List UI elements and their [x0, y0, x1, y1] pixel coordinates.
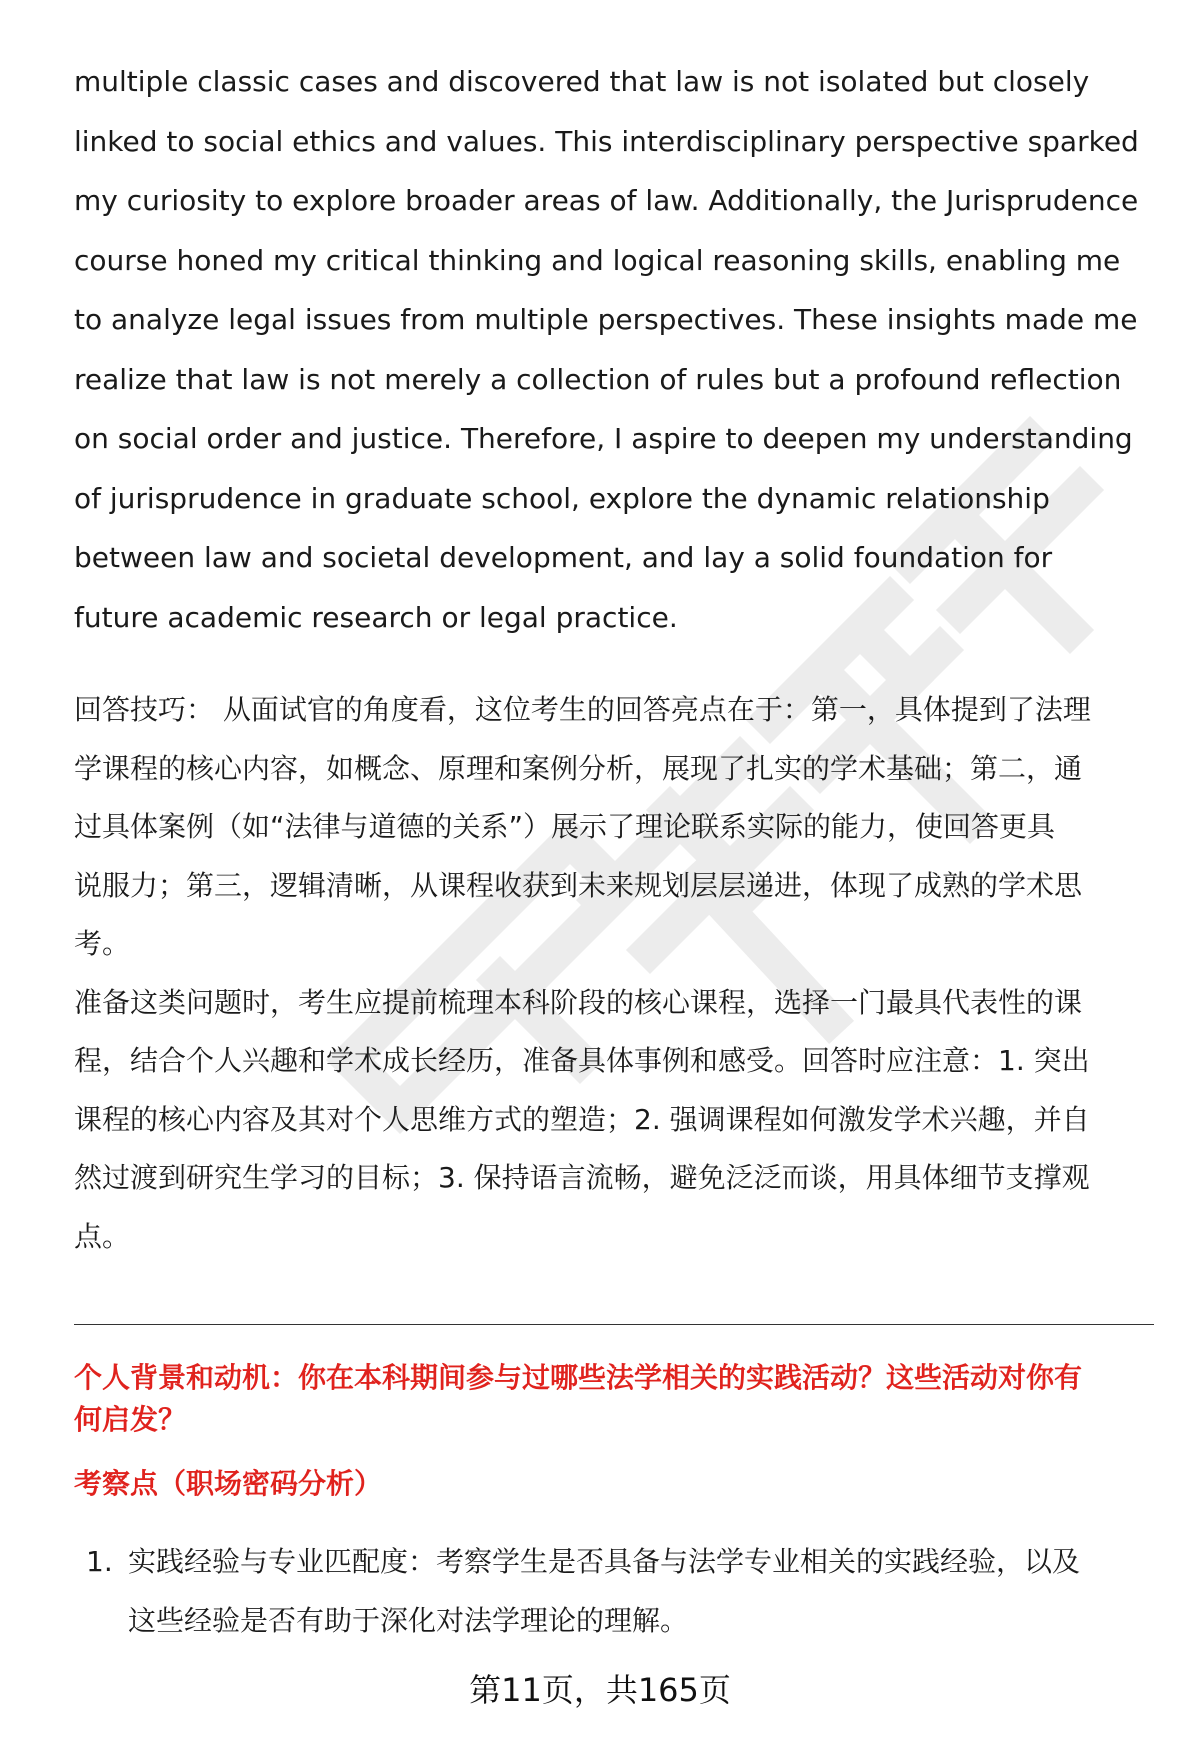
- text-line: 说服力；第三，逻辑清晰，从课程收获到未来规划层层递进，体现了成熟的学术思: [74, 868, 1083, 902]
- text-line: linked to social ethics and values. This interdisciplinary perspective sparked: [74, 124, 1139, 158]
- text-line: multiple classic cases and discovered that law is not isolated but closely: [74, 65, 1090, 98]
- text-line: realize that law is not merely a collection of rules but a profound reflection: [74, 362, 1122, 396]
- text-line: 程，结合个人兴趣和学术成长经历，准备具体事例和感受。回答时应注意：1. 突出: [74, 1044, 1090, 1077]
- text-line: future academic research or legal practice.: [74, 600, 678, 634]
- content-area: [74, 52, 1154, 1650]
- answer-tips-paragraph: [74, 681, 1154, 974]
- text-line: of jurisprudence in graduate school, explore the dynamic relationship: [74, 481, 1050, 515]
- text-line: 考。: [74, 927, 131, 960]
- text-line: 课程的核心内容及其对个人思维方式的塑造；2. 强调课程如何激发学术兴趣，并自: [74, 1102, 1090, 1136]
- text-line: on social order and justice. Therefore, I aspire to deepen my understanding: [74, 422, 1133, 455]
- page-number-footer: 第11页，共165页: [469, 1671, 731, 1709]
- text-line: 点。: [74, 1219, 131, 1253]
- preparation-paragraph: [74, 974, 1154, 1267]
- list-number: 1.: [86, 1545, 113, 1578]
- text-line: 这些经验是否有助于深化对法学理论的理解。: [128, 1603, 689, 1637]
- list-item: [74, 1533, 1154, 1650]
- section-title: 考察点（职场密码分析）: [74, 1467, 383, 1500]
- section-divider: [74, 1324, 1154, 1325]
- text-line: 然过渡到研究生学习的目标；3. 保持语言流畅，避免泛泛而谈，用具体细节支撑观: [74, 1161, 1090, 1194]
- text-line: 学课程的核心内容，如概念、原理和案例分析，展现了扎实的学术基础；第二，通: [74, 751, 1083, 785]
- text-line: between law and societal development, and lay a solid foundation for: [74, 541, 1053, 574]
- text-line: 准备这类问题时，考生应提前梳理本科阶段的核心课程，选择一门最具代表性的课: [74, 985, 1083, 1019]
- text-line: 实践经验与专业匹配度：考察学生是否具备与法学专业相关的实践经验，以及: [128, 1545, 1081, 1578]
- text-line: 个人背景和动机：你在本科期间参与过哪些法学相关的实践活动？这些活动对你有: [74, 1361, 1083, 1394]
- question-heading: [74, 1357, 1154, 1441]
- english-paragraph: [74, 52, 1154, 647]
- text-line: 过具体案例（如“法律与道德的关系”）展示了理论联系实际的能力，使回答更具: [74, 810, 1056, 843]
- text-line: to analyze legal issues from multiple perspectives. These insights made me: [74, 303, 1138, 336]
- text-line: 回答技巧： 从面试官的角度看，这位考生的回答亮点在于：第一，具体提到了法理: [74, 693, 1091, 726]
- text-line: course honed my critical thinking and logical reasoning skills, enabling me: [74, 243, 1121, 277]
- assessment-list: [74, 1533, 1154, 1650]
- text-line: 何启发？: [74, 1403, 187, 1436]
- text-line: my curiosity to explore broader areas of law. Additionally, the Jurisprudence: [74, 184, 1139, 217]
